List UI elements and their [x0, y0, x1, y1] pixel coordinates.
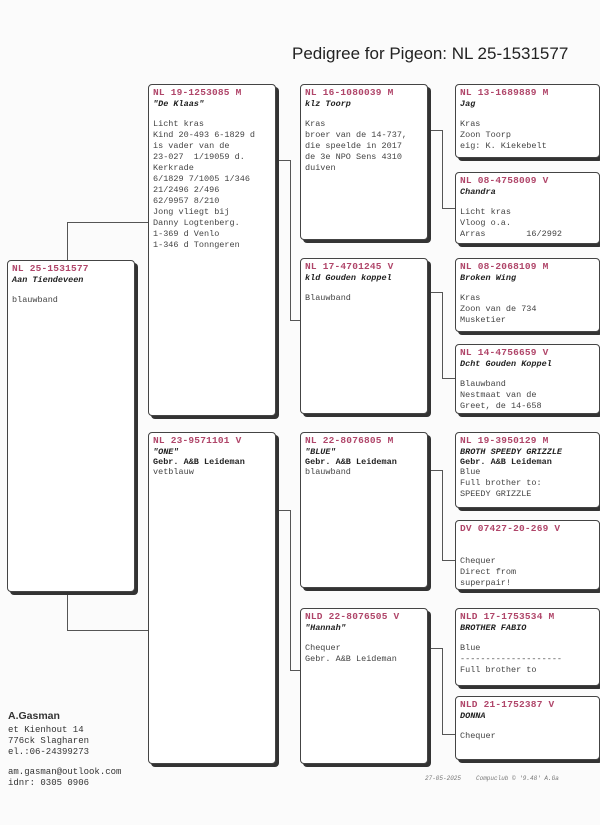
- connector-line: [276, 160, 290, 161]
- note-line: blauwband: [12, 295, 58, 305]
- note-line: Blauwband: [305, 293, 351, 303]
- pigeon-name: BROTHER FABIO: [460, 623, 527, 633]
- dam-sire-sire-card[interactable]: [455, 432, 600, 508]
- pigeon-name: "Hannah": [305, 623, 346, 633]
- note-line: 23-027 1/19059 d.: [153, 152, 245, 162]
- pigeon-name: Broken Wing: [460, 273, 517, 283]
- sire-card[interactable]: [148, 84, 276, 416]
- print-date: 27-05-2025: [425, 775, 462, 782]
- dam-dam-dam-card[interactable]: [455, 696, 600, 760]
- note-line: Direct from: [460, 567, 517, 577]
- note-line: Full brother to:: [460, 478, 542, 488]
- note-line: 1-346 d Tonngeren: [153, 240, 240, 250]
- pigeon-name: BROTH SPEEDY GRIZZLE: [460, 447, 563, 457]
- connector-line: [290, 670, 300, 671]
- connector-line: [442, 470, 443, 560]
- dam-dam-sire-card[interactable]: [455, 608, 600, 686]
- pigeon-name: Jag: [460, 99, 476, 109]
- connector-line: [67, 630, 148, 631]
- pigeon-name: Aan Tiendeveen: [12, 275, 84, 285]
- note-line: vetblauw: [153, 467, 194, 477]
- breeder-street: et Kienhout 14: [8, 725, 84, 735]
- pigeon-name: "ONE": [153, 447, 179, 457]
- pigeon-name: Dcht Gouden Koppel: [460, 359, 552, 369]
- note-line: is vader van de: [153, 141, 230, 151]
- note-line: die speelde in 2017: [305, 141, 402, 151]
- pigeon-name: Chandra: [460, 187, 496, 197]
- ring-number: NL 22-8076805 M: [305, 435, 394, 446]
- ring-number: NLD 21-1752387 V: [460, 699, 555, 710]
- pigeon-name: "De Klaas": [153, 99, 205, 109]
- connector-line: [442, 560, 455, 561]
- note-line: Kind 20-493 6-1829 d: [153, 130, 256, 140]
- note-line: Blue: [460, 643, 481, 653]
- ring-number: NL 19-1253085 M: [153, 87, 242, 98]
- owner-name: Gebr. A&B Leideman: [153, 457, 245, 467]
- note-line: Kerkrade: [153, 163, 194, 173]
- ring-number: NL 23-9571101 V: [153, 435, 242, 446]
- breeder-id: idnr: 0305 0906: [8, 778, 90, 788]
- note-line: Kras: [460, 293, 481, 303]
- owner-name: Gebr. A&B Leideman: [460, 457, 552, 467]
- note-line: Greet, de 14-658: [460, 401, 542, 411]
- breeder-email: am.gasman@outlook.com: [8, 767, 122, 777]
- note-line: Vloog o.a.: [460, 218, 512, 228]
- ring-number: NLD 17-1753534 M: [460, 611, 555, 622]
- breeder-city: 776ck Slagharen: [8, 736, 90, 746]
- note-line: blauwband: [305, 467, 351, 477]
- note-line: broer van de 14-737,: [305, 130, 408, 140]
- connector-line: [442, 734, 455, 735]
- connector-line: [67, 592, 68, 630]
- note-line: 1-369 d Venlo: [153, 229, 220, 239]
- connector-line: [428, 648, 442, 649]
- ring-number: NL 16-1080039 M: [305, 87, 394, 98]
- note-line: Chequer: [460, 731, 496, 741]
- note-line: superpair!: [460, 578, 512, 588]
- connector-line: [67, 222, 148, 223]
- note-line: Chequer: [305, 643, 341, 653]
- connector-line: [428, 470, 442, 471]
- note-line: de 3e NPO Sens 4310: [305, 152, 402, 162]
- sire-dam-sire-card[interactable]: [455, 258, 600, 332]
- sire-sire-sire-card[interactable]: [455, 84, 600, 158]
- note-line: Gebr. A&B Leideman: [305, 654, 397, 664]
- note-line: Blue: [460, 467, 481, 477]
- note-line: Arras 16/2992: [460, 229, 563, 239]
- subject-card[interactable]: [7, 260, 135, 592]
- connector-line: [276, 510, 290, 511]
- note-line: eig: K. Kiekebelt: [460, 141, 547, 151]
- ring-number: NL 17-4701245 V: [305, 261, 394, 272]
- note-line: Zoon van de 734: [460, 304, 537, 314]
- note-line: SPEEDY GRIZZLE: [460, 489, 532, 499]
- ring-number: NL 08-4758009 V: [460, 175, 549, 186]
- ring-number: NL 19-3950129 M: [460, 435, 549, 446]
- sire-sire-card[interactable]: [300, 84, 428, 240]
- dam-sire-dam-card[interactable]: [455, 520, 600, 590]
- note-line: Nestmaat van de: [460, 390, 537, 400]
- connector-line: [442, 378, 455, 379]
- note-line: 21/2496 2/496: [153, 185, 220, 195]
- ring-number: NLD 22-8076505 V: [305, 611, 400, 622]
- note-line: Full brother to: [460, 665, 537, 675]
- connector-line: [290, 320, 300, 321]
- connector-line: [442, 208, 455, 209]
- pigeon-name: DONNA: [460, 711, 486, 721]
- ring-number: NL 08-2068109 M: [460, 261, 549, 272]
- connector-line: [442, 292, 443, 378]
- ring-number: NL 25-1531577: [12, 263, 89, 274]
- note-line: Blauwband: [460, 379, 506, 389]
- ring-number: NL 13-1689889 M: [460, 87, 549, 98]
- connector-line: [428, 292, 442, 293]
- dam-dam-card[interactable]: [300, 608, 428, 764]
- connector-line: [290, 160, 291, 320]
- connector-line: [428, 130, 442, 131]
- note-line: Kras: [305, 119, 326, 129]
- breeder-name: A.Gasman: [8, 710, 60, 722]
- note-line: Jong vliegt bij: [153, 207, 230, 217]
- breeder-phone: el.:06-24399273: [8, 747, 90, 757]
- note-line: Musketier: [460, 315, 506, 325]
- connector-line: [67, 222, 68, 260]
- sire-sire-dam-card[interactable]: [455, 172, 600, 244]
- note-line: Zoon Toorp: [460, 130, 512, 140]
- note-line: 62/9957 8/210: [153, 196, 220, 206]
- connector-line: [442, 130, 443, 208]
- note-line: Danny Logtenberg.: [153, 218, 240, 228]
- dam-card[interactable]: [148, 432, 276, 764]
- sire-dam-card[interactable]: [300, 258, 428, 414]
- ring-number: DV 07427-20-269 V: [460, 523, 561, 534]
- page-title: Pedigree for Pigeon: NL 25-1531577: [292, 44, 569, 63]
- note-line: Licht kras: [153, 119, 205, 129]
- dam-sire-card[interactable]: [300, 432, 428, 588]
- connector-line: [442, 648, 443, 734]
- note-line: Licht kras: [460, 207, 512, 217]
- ring-number: NL 14-4756659 V: [460, 347, 549, 358]
- sire-dam-dam-card[interactable]: [455, 344, 600, 414]
- owner-name: Gebr. A&B Leideman: [305, 457, 397, 467]
- note-line: Chequer: [460, 556, 496, 566]
- print-software: Compuclub © '9.48' A.Ga: [476, 775, 559, 782]
- note-line: 6/1829 7/1005 1/346: [153, 174, 250, 184]
- note-line: duiven: [305, 163, 336, 173]
- note-line: Kras: [460, 119, 481, 129]
- pigeon-name: kld Gouden koppel: [305, 273, 392, 283]
- connector-line: [290, 510, 291, 670]
- pigeon-name: klz Toorp: [305, 99, 351, 109]
- pigeon-name: "BLUE": [305, 447, 336, 457]
- note-line: --------------------: [460, 654, 563, 664]
